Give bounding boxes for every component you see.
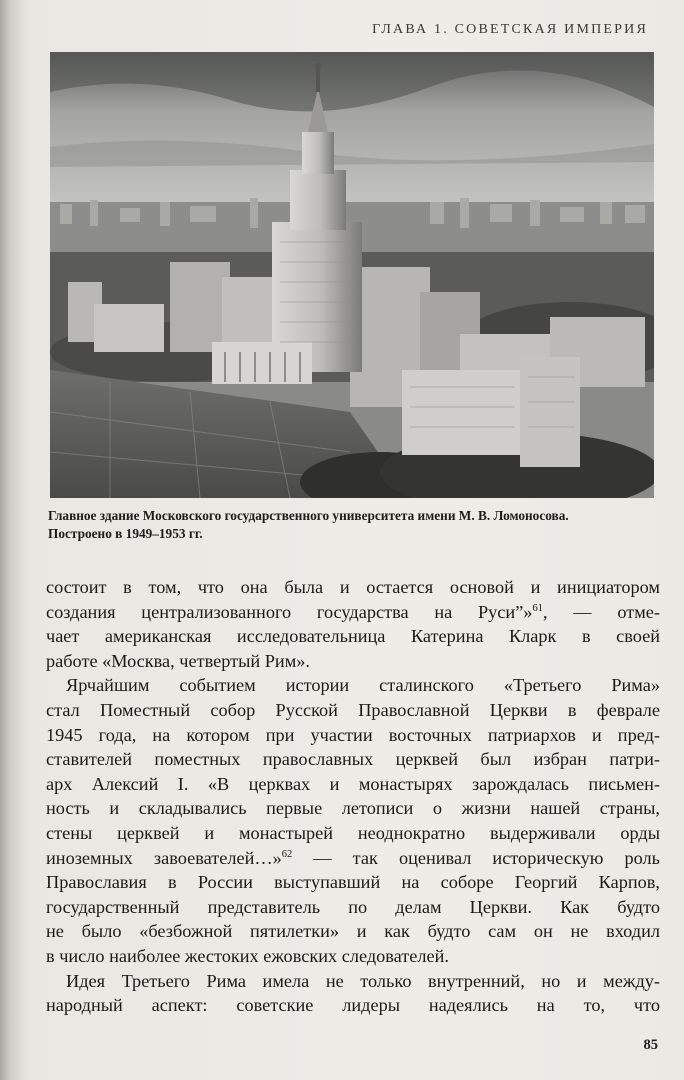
text-line [46,600,660,625]
text-fragment: — так оценивал историческую роль [313,847,660,868]
text-line: стены церквей и монастырей неоднократно выдерживали орды [46,822,660,843]
text-fragment: , — [542,601,592,622]
text-line: не было «безбожной пятилетки» и как будто сам он не входил [46,921,660,942]
text-line: ставителей поместных православных церквей был избран патри- [46,749,660,770]
text-line: в число наиболее жестоких ежовских следователей. [46,945,449,966]
text-line: народный аспект: советские лидеры надеялись на то, что [46,995,660,1016]
text-line: Идея Третьего Рима имела не только внутренний, но и между- [66,970,660,991]
text-line: 1945 года, на котором при участии восточных патриархов и пред- [46,724,660,745]
caption-line: Построено в 1949–1953 гг. [48,526,203,541]
text-line: работе «Москва, четвертый Рим». [46,650,310,671]
page-number: 85 [643,1037,658,1053]
text-line: чает американская исследовательница Катерина Кларк в своей [46,626,660,647]
university-photo [50,52,654,498]
footnote-ref[interactable]: 61 [532,602,543,614]
text-line: государственный представитель по делам Церкви. Как будто [46,896,660,917]
running-header: ГЛАВА 1. СОВЕТСКАЯ ИМПЕРИЯ [372,22,648,37]
footnote-ref[interactable]: 62 [281,848,293,860]
text-fragment: создания централизованного государства на Руси”» [46,601,533,622]
text-line: Ярчайшим событием истории сталинского «Третьего Рима» [66,675,660,696]
caption-line: Главное здание Московского государственного университета имени М. В. Ломоносова. [48,508,569,523]
text-line: состоит в том, что она была и остается основой и инициатором [46,577,660,597]
body-text [46,575,660,1018]
text-line [46,846,660,871]
text-fragment: отме- [617,601,660,622]
text-fragment: иноземных завоевателей…» [46,847,282,868]
text-line: ность и складывались первые летописи о жизни нашей страны, [46,798,660,819]
text-line: арх Алексий I. «В церквах и монастырях зарождалась письмен- [46,773,660,794]
photo-caption [48,507,660,543]
text-line: стал Поместный собор Русской Православной Церкви в феврале [46,699,660,720]
text-line: Православия в России выступавший на соборе Георгий Карпов, [46,872,660,893]
